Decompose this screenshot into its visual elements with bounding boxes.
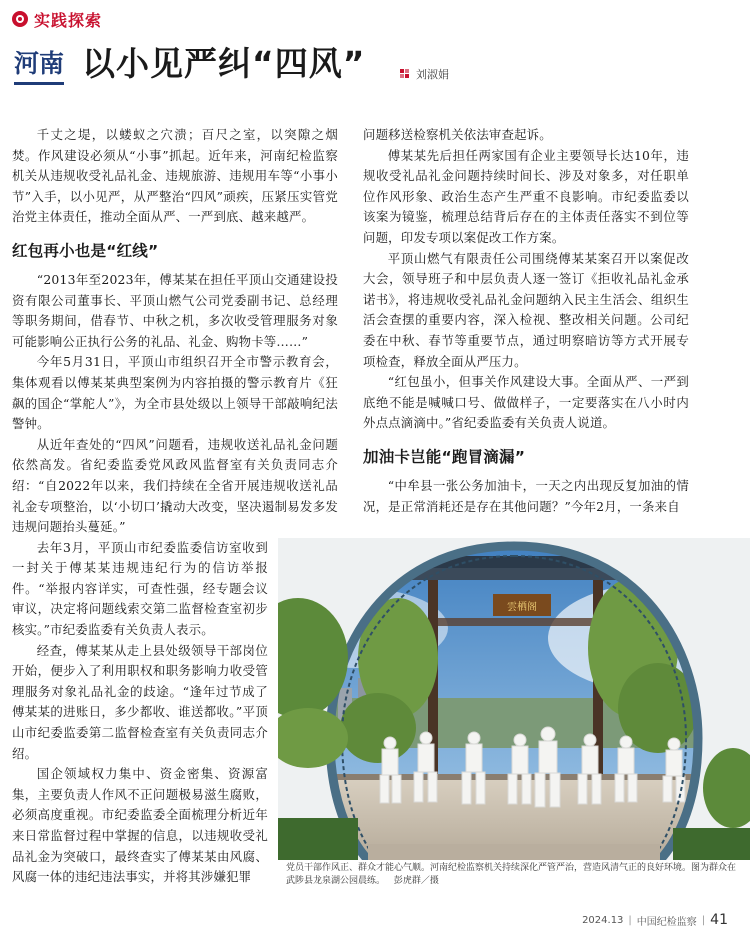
intro-paragraph: 千丈之堤，以蝼蚁之穴溃；百尺之室，以突隙之烟焚。作风建设必须从“小事”抓起。近年来，河南纪检监察机关从违规收受礼品礼金、违规旅游、违规用车等“小事小节”入手，以小见严，从严整治“四风”顽疾，压紧压实管党治党主体责任，推动全面从严、一严到底、越来越严。: [12, 127, 338, 225]
byline-author: 刘淑娟: [416, 68, 449, 81]
page-footer: 2024.13 | 中国纪检监察 | 41: [582, 912, 728, 928]
page-number: 41: [710, 912, 728, 928]
squares-icon: [400, 69, 410, 79]
paragraph: 从近年查处的“四风”问题看，违规收送礼品礼金问题依然高发。省纪委监委党风政风监督室有关负责同志介绍：“自2022年以来，我们持续在全省开展违规收送礼品礼金专项整治，以‘小切口’撬动大改变，坚决遏制易发多发违规问题抬头蔓延。”: [12, 436, 338, 535]
magazine-name: 中国纪检监察: [636, 916, 697, 928]
caption-text: 党员干部作风正、群众才能心气顺。河南纪检监察机关持续深化严管严治，营造风清气正的良好环境。图为群众在武陟县龙泉湖公园晨练。: [286, 863, 737, 886]
headline: [14, 37, 365, 85]
right-column: [363, 125, 689, 517]
paragraph: 傅某某先后担任两家国有企业主要领导长达10年，违规收受礼品礼金问题持续时间长、涉及对象多，对任职单位作风形象、政治生态产生严重不良影响。市纪委监委以该案为镜鉴，梳理总结背后存在的主体责任落实不到位等问题，印发专项以案促改工作方案。: [363, 147, 689, 245]
paragraph: “2013年至2023年，傅某某在担任平顶山交通建设投资有限公司董事长、平顶山燃气公司党委副书记、总经理等职务期间，借春节、中秋之机，多次收受管理服务对象可能影响公正执行公务的礼品、礼金、购物卡等……”: [12, 271, 338, 349]
target-icon: [12, 11, 28, 27]
photo-credit: 彭虎群／摄: [393, 876, 439, 886]
section-tag: [12, 9, 102, 29]
paragraph: 经查，傅某某从走上县处级领导干部岗位开始，便步入了利用职权和职务影响力收受管理服务对象礼品礼金的歧途。“逢年过节成了傅某某的进账日，多少都收、谁送都收。”平顶山市纪委监委第二监督检查室有关负责同志介绍。: [12, 642, 268, 761]
byline: [400, 66, 449, 82]
headline-region: 河南: [14, 48, 64, 85]
section-label: 实践探索: [34, 10, 103, 30]
paragraph: 问题移送检察机关依法审查起诉。: [363, 127, 552, 142]
park-illustration: [278, 538, 750, 860]
headline-title: 以小见严纠“四风”: [82, 44, 366, 83]
paragraph: 国企领域权力集中、资金密集、资源富集，主要负责人作风不正问题极易滋生腐败，必须高度重视。市纪委监委全面梳理分析近年来日常监督过程中掌握的信息，以违规收受礼品礼金为突破口，最终查实了傅某某由风腐、风腐一体的违纪违法事实，并将其涉嫌犯罪: [12, 766, 268, 885]
paragraph: “中牟县一张公务加油卡，一天之内出现反复加油的情况，是正常消耗还是存在其他问题？”今年2月，一条来自: [363, 477, 689, 514]
paragraph: 平顶山燃气有限责任公司围绕傅某某案召开以案促改大会，领导班子和中层负责人逐一签订《拒收礼品礼金承诺书》，将违规收受礼品礼金问题纳入民主生活会、组织生活会查摆的重要内容，深入检视、整改相关问题。公司纪委在中秋、春节等重要节点，通过明察暗访等方式开展专项检查，释放全面从严压力。: [363, 250, 689, 369]
paragraph: 今年5月31日，平顶山市组织召开全市警示教育会，集体观看以傅某某典型案例为内容拍摄的警示教育片《狂飙的国企“掌舵人”》，为全市县处级以上领导干部敲响纪法警钟。: [12, 354, 338, 432]
issue-number: 2024.13: [582, 914, 624, 926]
section-heading-2: 加油卡岂能“跑冒滴漏”: [363, 447, 526, 466]
photo-caption: [278, 862, 750, 888]
paragraph: “红包虽小，但事关作风建设大事。全面从严、一严到底绝不能是喊喊口号、做做样子，一定要落实在八小时内外点点滴滴中。”省纪委监委有关负责人说道。: [363, 374, 689, 431]
paragraph: 去年3月，平顶山市纪委监委信访室收到一封关于傅某某违规违纪行为的信访举报件。“举报内容详实，可查性强，经专题会议审议，决定将问题线索交第二监督检查室初步核实。”市纪委监委有关负责人表示。: [12, 539, 268, 638]
park-photo: [278, 538, 750, 860]
section-heading-1: 红包再小也是“红线”: [12, 241, 159, 260]
pavilion-sign: 雲栖阁: [507, 602, 537, 613]
